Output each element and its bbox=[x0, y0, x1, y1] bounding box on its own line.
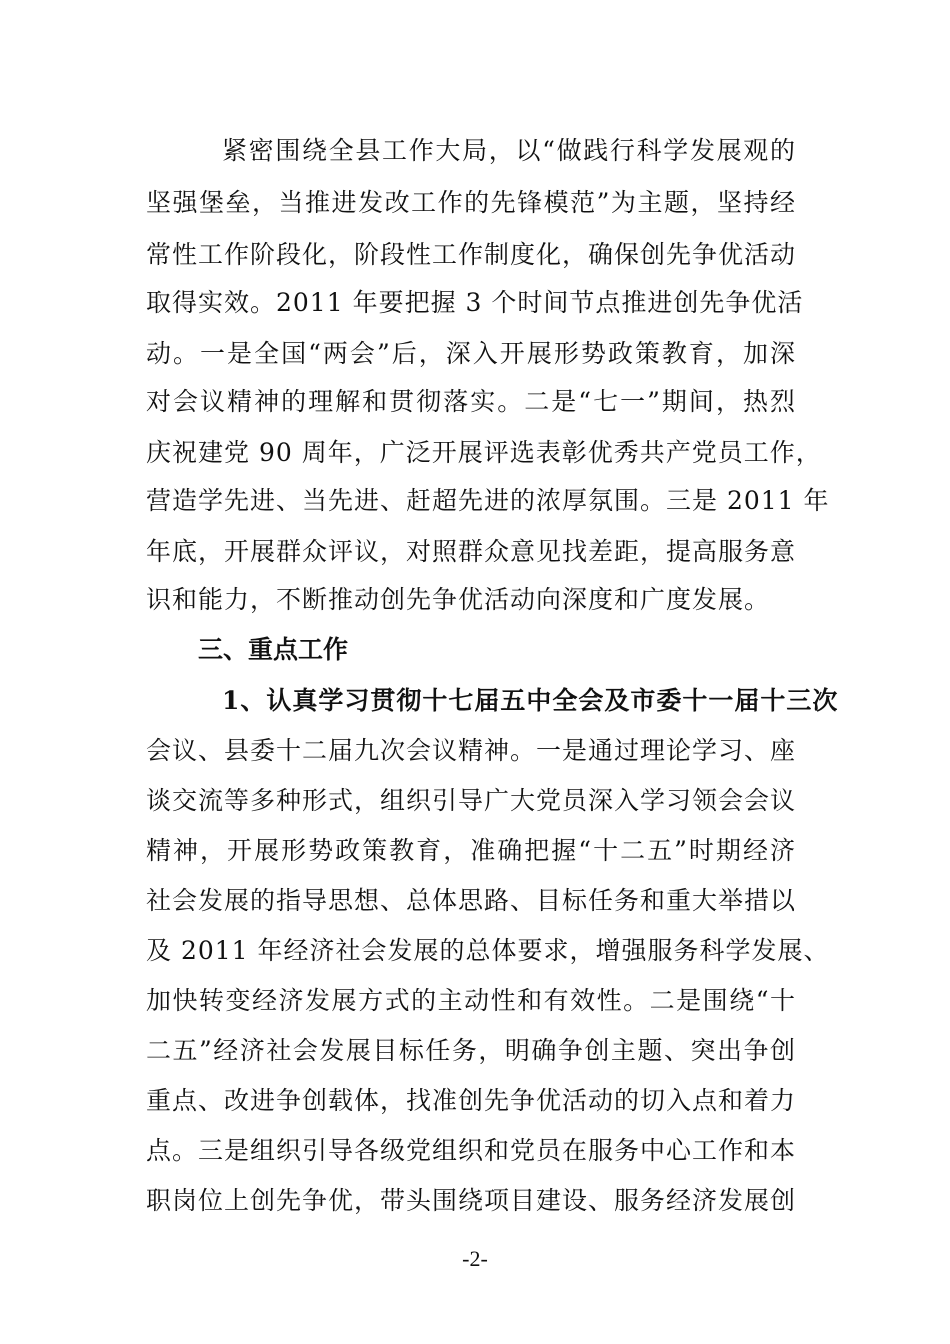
paragraph-line-bold: 1、认真学习贯彻十七届五中全会及市委十一届十三次 bbox=[222, 686, 839, 715]
paragraph-line: 点。三是组织引导各级党组织和党员在服务中心工作和本 bbox=[146, 1136, 797, 1165]
paragraph-line: 动。一是全国“两会”后，深入开展形势政策教育，加深 bbox=[146, 339, 796, 368]
page-number: -2- bbox=[462, 1246, 488, 1271]
paragraph-line: 坚强堡垒，当推进发改工作的先锋模范”为主题，坚持经 bbox=[146, 188, 796, 217]
paragraph-line: 识和能力，不断推动创先争优活动向深度和广度发展。 bbox=[146, 585, 771, 614]
paragraph-line: 取得实效。2011 年要把握 3 个时间节点推进创先争优活 bbox=[146, 288, 804, 317]
paragraph-line: 会议、县委十二届九次会议精神。一是通过理论学习、座 bbox=[146, 736, 797, 765]
paragraph-line: 紧密围绕全县工作大局，以“做践行科学发展观的 bbox=[222, 136, 796, 165]
paragraph-line: 精神，开展形势政策教育，准确把握“十二五”时期经济 bbox=[146, 836, 796, 865]
paragraph-line: 二五”经济社会发展目标任务，明确争创主题、突出争创 bbox=[146, 1036, 796, 1065]
paragraph-line: 社会发展的指导思想、总体思路、目标任务和重大举措以 bbox=[146, 886, 797, 915]
paragraph-line: 庆祝建党 90 周年，广泛开展评选表彰优秀共产党员工作， bbox=[146, 438, 822, 467]
paragraph-line: 常性工作阶段化，阶段性工作制度化，确保创先争优活动 bbox=[146, 240, 797, 269]
section-heading: 三、重点工作 bbox=[198, 635, 349, 664]
paragraph-line: 对会议精神的理解和贯彻落实。二是“七一”期间，热烈 bbox=[146, 387, 796, 416]
paragraph-line: 重点、改进争创载体，找准创先争优活动的切入点和着力 bbox=[146, 1086, 797, 1115]
paragraph-line: 营造学先进、当先进、赶超先进的浓厚氛围。三是 2011 年 bbox=[146, 486, 830, 515]
paragraph-line: 年底，开展群众评议，对照群众意见找差距，提高服务意 bbox=[146, 537, 797, 566]
paragraph-line: 谈交流等多种形式，组织引导广大党员深入学习领会会议 bbox=[146, 786, 797, 815]
paragraph-line: 加快转变经济发展方式的主动性和有效性。二是围绕“十 bbox=[146, 986, 796, 1015]
paragraph-line: 职岗位上创先争优，带头围绕项目建设、服务经济发展创 bbox=[146, 1186, 797, 1215]
paragraph-line: 及 2011 年经济社会发展的总体要求，增强服务科学发展、 bbox=[146, 936, 830, 965]
